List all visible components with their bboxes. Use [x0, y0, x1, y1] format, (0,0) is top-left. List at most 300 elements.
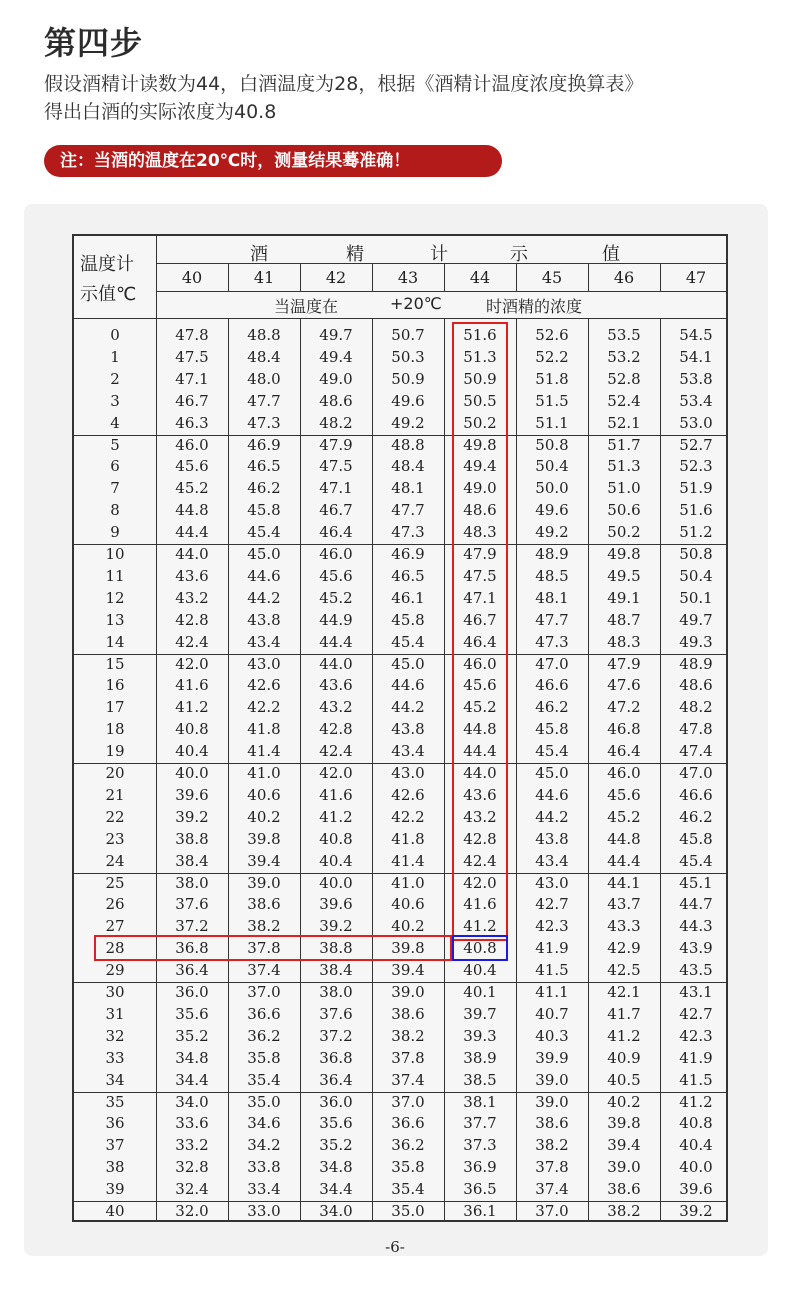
table-cell: 42.7 — [679, 1004, 713, 1023]
table-cell: 40.8 — [175, 720, 209, 739]
table-cell: 47.3 — [247, 413, 281, 432]
table-cell: 46.3 — [175, 413, 209, 432]
table-cell: 51.7 — [607, 435, 641, 454]
column-header: 47 — [685, 268, 707, 287]
table-cell: 47.9 — [463, 545, 497, 563]
table-cell: 45.4 — [535, 742, 569, 761]
temperature-cell: 4 — [110, 413, 120, 432]
header-title-char: 值 — [602, 244, 620, 265]
table-cell: 45.2 — [463, 698, 497, 717]
table-cell: 50.7 — [391, 326, 425, 344]
table-cell: 44.4 — [319, 632, 353, 651]
header-subtitle: +20℃ — [390, 294, 442, 313]
table-cell: 47.1 — [319, 479, 353, 498]
table-cell: 40.2 — [391, 917, 425, 936]
table-cell: 43.2 — [319, 698, 353, 717]
table-cell: 44.1 — [607, 873, 641, 892]
table-cell: 48.1 — [391, 479, 425, 498]
table-cell: 34.6 — [247, 1114, 281, 1133]
table-cell: 41.2 — [175, 698, 209, 717]
table-cell: 51.8 — [535, 369, 569, 388]
table-cell: 51.1 — [535, 413, 569, 432]
table-cell: 43.9 — [679, 939, 713, 958]
table-cell: 45.0 — [247, 545, 281, 563]
table-cell: 35.4 — [247, 1070, 281, 1089]
table-cell: 45.6 — [319, 566, 353, 585]
table-cell: 46.5 — [391, 566, 425, 585]
table-cell: 40.8 — [679, 1114, 713, 1133]
table-cell: 38.8 — [175, 829, 209, 848]
table-cell: 38.0 — [319, 983, 353, 1001]
temperature-cell: 14 — [105, 632, 125, 651]
table-cell: 46.4 — [463, 632, 497, 651]
temperature-cell: 8 — [110, 501, 120, 520]
table-cell: 35.6 — [175, 1004, 209, 1023]
table-cell: 48.8 — [391, 435, 425, 454]
table-cell: 33.8 — [247, 1158, 281, 1177]
table-cell: 52.4 — [607, 391, 641, 410]
table-cell: 39.7 — [463, 1004, 497, 1023]
table-cell: 39.6 — [679, 1180, 713, 1199]
table-cell: 40.6 — [247, 785, 281, 804]
temperature-cell: 16 — [105, 676, 125, 695]
table-cell: 40.2 — [607, 1092, 641, 1111]
table-cell: 42.2 — [391, 807, 425, 826]
table-cell: 36.2 — [391, 1136, 425, 1155]
table-cell: 37.2 — [319, 1026, 353, 1045]
table-cell: 52.8 — [607, 369, 641, 388]
table-cell: 48.3 — [463, 523, 497, 542]
table-cell: 48.0 — [247, 369, 281, 388]
table-cell: 46.7 — [175, 391, 209, 410]
table-cell: 37.8 — [247, 939, 281, 958]
table-cell: 46.0 — [175, 435, 209, 454]
table-cell: 39.4 — [607, 1136, 641, 1155]
table-cell: 39.4 — [247, 851, 281, 870]
temperature-cell: 37 — [105, 1136, 125, 1155]
table-cell: 32.8 — [175, 1158, 209, 1177]
table-cell: 45.6 — [607, 785, 641, 804]
table-cell: 38.2 — [607, 1202, 641, 1220]
temperature-cell: 28 — [105, 939, 125, 958]
temperature-cell: 32 — [105, 1026, 125, 1045]
table-cell: 53.4 — [679, 391, 713, 410]
table-cell: 37.4 — [535, 1180, 569, 1199]
table-cell: 39.0 — [247, 873, 281, 892]
corner-label-line-1: 温度计 — [80, 254, 134, 275]
table-cell: 35.4 — [391, 1180, 425, 1199]
table-cell: 45.2 — [607, 807, 641, 826]
table-cell: 49.2 — [391, 413, 425, 432]
table-cell: 48.2 — [319, 413, 353, 432]
table-cell: 42.3 — [535, 917, 569, 936]
header-subtitle: 当温度在 — [274, 297, 339, 316]
table-cell: 45.8 — [535, 720, 569, 739]
table-cell: 47.5 — [175, 347, 209, 366]
table-cell: 44.0 — [463, 764, 497, 782]
table-cell: 48.3 — [607, 632, 641, 651]
table-cell: 45.8 — [391, 610, 425, 629]
table-cell: 50.4 — [535, 457, 569, 476]
temperature-cell: 12 — [105, 588, 125, 607]
table-cell: 36.8 — [175, 939, 209, 958]
table-cell: 43.7 — [607, 895, 641, 914]
temperature-cell: 31 — [105, 1004, 125, 1023]
table-cell: 48.4 — [391, 457, 425, 476]
table-cell: 53.2 — [607, 347, 641, 366]
table-cell: 34.0 — [319, 1202, 353, 1220]
column-rule — [372, 263, 373, 292]
table-cell: 46.5 — [247, 457, 281, 476]
table-cell: 41.2 — [679, 1092, 713, 1111]
table-cell: 47.9 — [607, 654, 641, 673]
table-cell: 50.3 — [391, 347, 425, 366]
table-cell: 43.2 — [175, 588, 209, 607]
table-cell: 45.6 — [463, 676, 497, 695]
table-cell: 48.7 — [607, 610, 641, 629]
table-cell: 48.6 — [319, 391, 353, 410]
table-cell: 36.4 — [319, 1070, 353, 1089]
table-cell: 47.2 — [607, 698, 641, 717]
corner-label-line-2: 示值℃ — [80, 284, 137, 305]
table-cell: 45.4 — [391, 632, 425, 651]
temperature-cell: 35 — [105, 1092, 125, 1111]
table-cell: 43.4 — [535, 851, 569, 870]
table-cell: 41.9 — [679, 1048, 713, 1067]
temperature-cell: 10 — [105, 545, 125, 563]
temperature-cell: 11 — [105, 566, 125, 585]
table-cell: 45.8 — [679, 829, 713, 848]
table-cell: 51.3 — [463, 347, 497, 366]
table-cell: 38.9 — [463, 1048, 497, 1067]
table-cell: 47.5 — [463, 566, 497, 585]
table-cell: 37.7 — [463, 1114, 497, 1133]
table-cell: 40.8 — [319, 829, 353, 848]
table-cell: 37.3 — [463, 1136, 497, 1155]
table-cell: 42.9 — [607, 939, 641, 958]
table-cell: 40.2 — [247, 807, 281, 826]
table-cell: 43.8 — [535, 829, 569, 848]
table-cell: 44.4 — [607, 851, 641, 870]
table-cell: 46.6 — [679, 785, 713, 804]
table-cell: 50.2 — [607, 523, 641, 542]
table-cell: 46.4 — [607, 742, 641, 761]
table-cell: 49.8 — [463, 435, 497, 454]
table-cell: 39.6 — [319, 895, 353, 914]
table-cell: 35.8 — [247, 1048, 281, 1067]
table-cell: 48.9 — [679, 654, 713, 673]
table-cell: 45.4 — [679, 851, 713, 870]
table-cell: 43.0 — [391, 764, 425, 782]
column-rule — [588, 263, 589, 292]
temperature-cell: 29 — [105, 961, 125, 980]
temperature-cell: 27 — [105, 917, 125, 936]
temperature-cell: 0 — [110, 326, 120, 344]
temperature-cell: 23 — [105, 829, 125, 848]
table-cell: 40.5 — [607, 1070, 641, 1089]
temperature-cell: 30 — [105, 983, 125, 1001]
table-cell: 38.6 — [391, 1004, 425, 1023]
temperature-cell: 3 — [110, 391, 120, 410]
table-cell: 39.8 — [391, 939, 425, 958]
table-cell: 51.0 — [607, 479, 641, 498]
table-cell: 52.6 — [535, 326, 569, 344]
table-cell: 52.2 — [535, 347, 569, 366]
table-cell: 43.6 — [319, 676, 353, 695]
table-cell: 36.4 — [175, 961, 209, 980]
table-cell: 53.5 — [607, 326, 641, 344]
table-cell: 47.3 — [391, 523, 425, 542]
table-cell: 36.9 — [463, 1158, 497, 1177]
table-cell: 42.0 — [319, 764, 353, 782]
table-cell: 38.6 — [607, 1180, 641, 1199]
table-cell: 41.5 — [535, 961, 569, 980]
table-cell: 44.2 — [247, 588, 281, 607]
table-cell: 45.0 — [535, 764, 569, 782]
temperature-cell: 9 — [110, 523, 120, 542]
table-cell: 37.2 — [175, 917, 209, 936]
table-cell: 48.6 — [679, 676, 713, 695]
table-cell: 52.1 — [607, 413, 641, 432]
temperature-cell: 21 — [105, 785, 125, 804]
table-cell: 44.6 — [391, 676, 425, 695]
table-cell: 44.4 — [175, 523, 209, 542]
table-cell: 46.2 — [247, 479, 281, 498]
table-cell: 44.9 — [319, 610, 353, 629]
table-cell: 46.7 — [463, 610, 497, 629]
table-cell: 46.0 — [607, 764, 641, 782]
table-cell: 39.8 — [247, 829, 281, 848]
column-rule — [228, 263, 229, 292]
table-cell: 37.0 — [247, 983, 281, 1001]
table-cell: 42.8 — [463, 829, 497, 848]
header-subtitle: 时酒精的浓度 — [486, 297, 583, 316]
table-cell: 43.6 — [175, 566, 209, 585]
table-cell: 44.2 — [391, 698, 425, 717]
table-cell: 43.3 — [607, 917, 641, 936]
table-cell: 43.5 — [679, 961, 713, 980]
table-cell: 44.7 — [679, 895, 713, 914]
column-header: 45 — [541, 268, 563, 287]
table-cell: 42.6 — [391, 785, 425, 804]
table-cell: 48.9 — [535, 545, 569, 563]
table-cell: 40.4 — [319, 851, 353, 870]
table-cell: 34.8 — [175, 1048, 209, 1067]
column-header: 44 — [469, 268, 491, 287]
group-rule — [74, 763, 726, 764]
table-cell: 44.8 — [175, 501, 209, 520]
table-cell: 44.6 — [247, 566, 281, 585]
table-cell: 46.2 — [679, 807, 713, 826]
table-cell: 39.2 — [679, 1202, 713, 1220]
table-cell: 39.9 — [535, 1048, 569, 1067]
table-cell: 52.3 — [679, 457, 713, 476]
temperature-cell: 40 — [105, 1202, 125, 1220]
description — [44, 70, 784, 126]
table-cell: 43.4 — [247, 632, 281, 651]
table-cell: 41.0 — [247, 764, 281, 782]
group-rule — [74, 982, 726, 983]
temperature-cell: 26 — [105, 895, 125, 914]
table-cell: 36.6 — [247, 1004, 281, 1023]
table-cell: 40.7 — [535, 1004, 569, 1023]
table-cell: 42.3 — [679, 1026, 713, 1045]
group-rule — [74, 1092, 726, 1093]
table-cell: 46.0 — [319, 545, 353, 563]
table-cell: 39.0 — [391, 983, 425, 1001]
temperature-cell: 5 — [110, 435, 120, 454]
table-cell: 49.6 — [535, 501, 569, 520]
table-cell: 44.8 — [463, 720, 497, 739]
temperature-cell: 36 — [105, 1114, 125, 1133]
highlight-result — [452, 935, 508, 961]
table-cell: 41.7 — [607, 1004, 641, 1023]
table-cell: 35.0 — [247, 1092, 281, 1111]
table-cell: 38.2 — [247, 917, 281, 936]
table-cell: 43.0 — [247, 654, 281, 673]
table-cell: 46.8 — [607, 720, 641, 739]
table-cell: 33.4 — [247, 1180, 281, 1199]
table-cell: 34.2 — [247, 1136, 281, 1155]
table-cell: 43.8 — [247, 610, 281, 629]
table-cell: 35.2 — [175, 1026, 209, 1045]
table-cell: 53.0 — [679, 413, 713, 432]
table-cell: 50.8 — [679, 545, 713, 563]
table-cell: 38.8 — [319, 939, 353, 958]
group-rule — [74, 544, 726, 545]
temperature-cell: 19 — [105, 742, 125, 761]
table-cell: 47.7 — [247, 391, 281, 410]
table-cell: 49.0 — [463, 479, 497, 498]
table-cell: 46.7 — [319, 501, 353, 520]
temperature-cell: 39 — [105, 1180, 125, 1199]
temperature-cell: 15 — [105, 654, 125, 673]
temperature-cell: 22 — [105, 807, 125, 826]
table-cell: 40.9 — [607, 1048, 641, 1067]
table-cell: 36.5 — [463, 1180, 497, 1199]
table-cell: 40.6 — [391, 895, 425, 914]
table-cell: 41.9 — [535, 939, 569, 958]
table-cell: 42.0 — [463, 873, 497, 892]
table-cell: 42.5 — [607, 961, 641, 980]
table-cell: 38.5 — [463, 1070, 497, 1089]
table-cell: 42.1 — [607, 983, 641, 1001]
table-cell: 39.0 — [535, 1092, 569, 1111]
table-cell: 39.8 — [607, 1114, 641, 1133]
table-cell: 41.1 — [535, 983, 569, 1001]
table-cell: 43.4 — [391, 742, 425, 761]
table-cell: 52.7 — [679, 435, 713, 454]
table-cell: 49.7 — [679, 610, 713, 629]
table-cell: 39.0 — [535, 1070, 569, 1089]
header-title-char: 示 — [510, 244, 528, 265]
table-cell: 45.1 — [679, 873, 713, 892]
table-cell: 37.0 — [391, 1092, 425, 1111]
table-cell: 34.8 — [319, 1158, 353, 1177]
table-cell: 41.2 — [463, 917, 497, 936]
table-cell: 48.1 — [535, 588, 569, 607]
table-cell: 46.2 — [535, 698, 569, 717]
table-cell: 39.2 — [175, 807, 209, 826]
table-cell: 41.2 — [319, 807, 353, 826]
table-cell: 33.0 — [247, 1202, 281, 1220]
table-cell: 38.0 — [175, 873, 209, 892]
table-cell: 50.2 — [463, 413, 497, 432]
table-cell: 51.2 — [679, 523, 713, 542]
table-cell: 47.9 — [319, 435, 353, 454]
table-cell: 44.8 — [607, 829, 641, 848]
table-cell: 51.5 — [535, 391, 569, 410]
table-cell: 41.2 — [607, 1026, 641, 1045]
table-cell: 43.8 — [391, 720, 425, 739]
table-cell: 33.2 — [175, 1136, 209, 1155]
table-cell: 44.0 — [175, 545, 209, 563]
table-cell: 47.0 — [535, 654, 569, 673]
table-cell: 48.8 — [247, 326, 281, 344]
table-cell: 42.7 — [535, 895, 569, 914]
table-cell: 39.0 — [607, 1158, 641, 1177]
table-cell: 36.2 — [247, 1026, 281, 1045]
table-cell: 41.8 — [391, 829, 425, 848]
table-cell: 42.4 — [319, 742, 353, 761]
page-number: -6- — [385, 1238, 405, 1256]
table-cell: 47.0 — [679, 764, 713, 782]
table-cell: 40.3 — [535, 1026, 569, 1045]
table-cell: 41.5 — [679, 1070, 713, 1089]
table-cell: 36.8 — [319, 1048, 353, 1067]
table-cell: 43.6 — [463, 785, 497, 804]
table-cell: 41.0 — [391, 873, 425, 892]
table-cell: 48.5 — [535, 566, 569, 585]
header-title-char: 酒 — [250, 244, 268, 265]
table-cell: 45.0 — [391, 654, 425, 673]
table-cell: 49.4 — [463, 457, 497, 476]
header-rule — [74, 318, 726, 319]
table-cell: 35.6 — [319, 1114, 353, 1133]
table-cell: 49.5 — [607, 566, 641, 585]
table-cell: 35.8 — [391, 1158, 425, 1177]
table-cell: 50.5 — [463, 391, 497, 410]
table-cell: 39.3 — [463, 1026, 497, 1045]
table-cell: 44.2 — [535, 807, 569, 826]
note-banner: 注：当酒的温度在20℃时，测量结果蓦准确！ — [44, 145, 502, 177]
table-cell: 33.6 — [175, 1114, 209, 1133]
table-cell: 37.4 — [247, 961, 281, 980]
table-cell: 46.1 — [391, 588, 425, 607]
table-cell: 46.9 — [247, 435, 281, 454]
table-cell: 40.4 — [175, 742, 209, 761]
table-cell: 49.7 — [319, 326, 353, 344]
group-rule — [74, 873, 726, 874]
table-cell: 47.7 — [535, 610, 569, 629]
header-rule — [156, 291, 726, 292]
highlight-row — [94, 935, 452, 961]
column-rule — [300, 263, 301, 292]
table-cell: 50.9 — [391, 369, 425, 388]
table-cell: 43.1 — [679, 983, 713, 1001]
table-cell: 42.8 — [175, 610, 209, 629]
table-cell: 41.6 — [175, 676, 209, 695]
temperature-cell: 25 — [105, 873, 125, 892]
table-cell: 44.3 — [679, 917, 713, 936]
column-rule — [660, 263, 661, 292]
highlight-column — [452, 322, 508, 941]
table-cell: 46.6 — [535, 676, 569, 695]
table-cell: 46.9 — [391, 545, 425, 563]
table-cell: 49.1 — [607, 588, 641, 607]
table-cell: 48.4 — [247, 347, 281, 366]
group-rule — [74, 1201, 726, 1202]
